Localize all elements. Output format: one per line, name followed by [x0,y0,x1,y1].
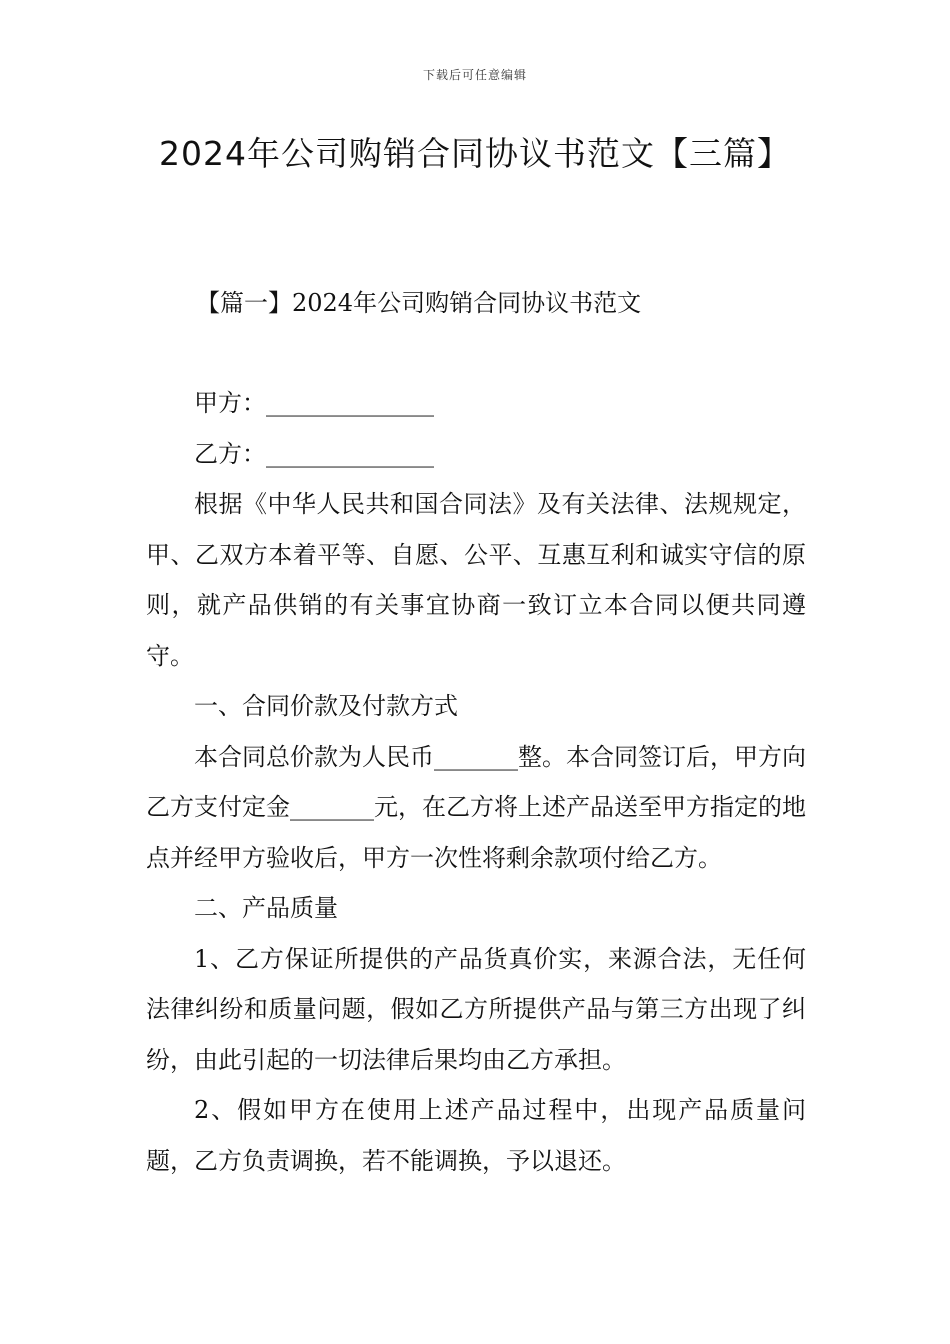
party-b-line: 乙方：______________ [194,439,434,468]
clause-heading-quality: 二、产品质量 [194,894,338,922]
preamble-paragraph: 根据《中华人民共和国合同法》及有关法律、法规规定，甲、乙双方本着平等、自愿、公平、互惠互利和诚实守信的原则，就产品供销的有关事宜协商一致订立本合同以便共同遵守。 [146,490,806,670]
document-body [146,378,806,1186]
document-title: 2024年公司购销合同协议书范文【三篇】 [159,134,791,173]
party-a-line: 甲方：______________ [194,389,434,417]
clause-heading-price: 一、合同价款及付款方式 [194,692,458,720]
header-note: 下载后可任意编辑 [422,68,527,82]
quality-paragraph-1: 1、乙方保证所提供的产品货真价实，来源合法，无任何法律纠纷和质量问题，假如乙方所提供产品与第三方出现了纠纷，由此引起的一切法律后果均由乙方承担。 [146,944,806,1074]
quality-paragraph-2: 2、假如甲方在使用上述产品过程中，出现产品质量问题，乙方负责调换，若不能调换，予以退还。 [146,1096,806,1175]
price-paragraph: 本合同总价款为人民币_______整。本合同签订后，甲方向乙方支付定金_______元，在乙方将上述产品送至甲方指定的地点并经甲方验收后，甲方一次性将剩余款项付给乙方。 [146,742,806,872]
section-heading: 【篇一】2024年公司购销合同协议书范文 [196,289,642,317]
